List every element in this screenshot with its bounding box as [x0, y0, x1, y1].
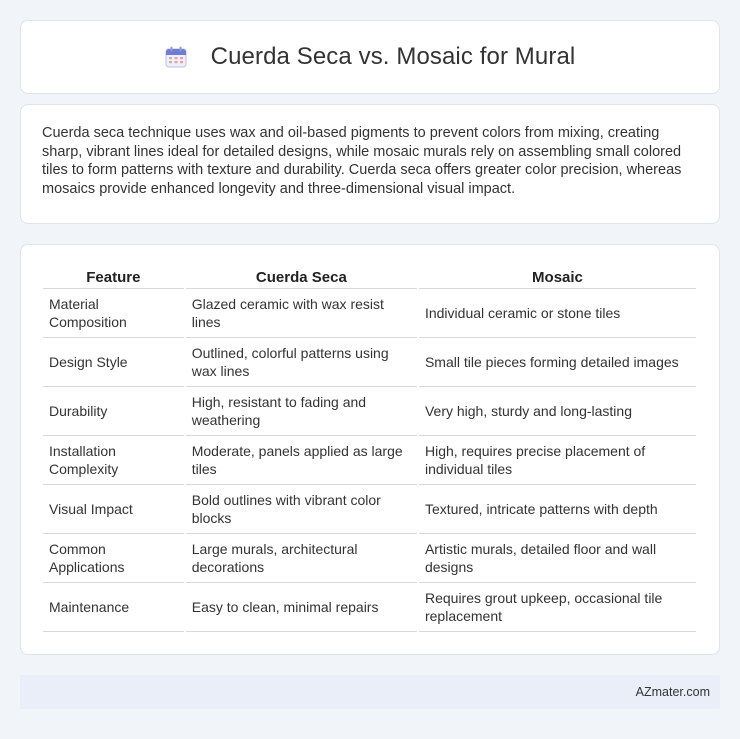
footer-brand[interactable]: AZmater.com — [635, 685, 710, 699]
comparison-table — [41, 265, 698, 632]
mosaic-cell: Artistic murals, detailed floor and wall designs — [419, 534, 696, 583]
cuerda-seca-cell: High, resistant to fading and weathering — [186, 387, 417, 436]
page-title: Cuerda Seca vs. Mosaic for Mural — [210, 43, 576, 70]
cuerda-seca-cell: Easy to clean, minimal repairs — [186, 583, 417, 632]
cuerda-seca-cell: Large murals, architectural decorations — [186, 534, 417, 583]
header-feature: Feature — [43, 265, 184, 289]
mosaic-cell: Requires grout upkeep, occasional tile replacement — [419, 583, 696, 632]
comparison-table-card — [20, 244, 720, 655]
header-cuerda-seca: Cuerda Seca — [186, 265, 417, 289]
cuerda-seca-cell: Bold outlines with vibrant color blocks — [186, 485, 417, 534]
mosaic-cell: Small tile pieces forming detailed images — [419, 338, 696, 387]
feature-cell: Material Composition — [43, 289, 184, 338]
table-row — [43, 387, 696, 436]
cuerda-seca-cell: Glazed ceramic with wax resist lines — [186, 289, 417, 338]
table-row — [43, 534, 696, 583]
cuerda-seca-cell: Moderate, panels applied as large tiles — [186, 436, 417, 485]
feature-cell: Visual Impact — [43, 485, 184, 534]
feature-cell: Common Applications — [43, 534, 184, 583]
mosaic-cell: Individual ceramic or stone tiles — [419, 289, 696, 338]
mosaic-cell: High, requires precise placement of individual tiles — [419, 436, 696, 485]
table-row — [43, 289, 696, 338]
header-mosaic: Mosaic — [419, 265, 696, 289]
summary-card — [20, 104, 720, 224]
table-row — [43, 436, 696, 485]
feature-cell: Installation Complexity — [43, 436, 184, 485]
mosaic-cell: Textured, intricate patterns with depth — [419, 485, 696, 534]
summary-text: Cuerda seca technique uses wax and oil-based pigments to prevent colors from mixing, creating sharp, vibrant lines ideal for detailed designs, while mosaic murals rely on assembling small colored tiles to form patterns with texture and durability. Cuerda seca offers greater color precision, whereas mosaics provide enhanced longevity and three-dimensional visual impact. — [42, 125, 682, 197]
feature-cell: Durability — [43, 387, 184, 436]
table-row — [43, 583, 696, 632]
mosaic-cell: Very high, sturdy and long-lasting — [419, 387, 696, 436]
title-wrap — [165, 43, 576, 71]
footer — [20, 675, 720, 709]
title-card — [20, 20, 720, 94]
calendar-icon — [165, 46, 187, 68]
table-row — [43, 485, 696, 534]
table-row — [43, 338, 696, 387]
table-header-row — [43, 265, 696, 289]
cuerda-seca-cell: Outlined, colorful patterns using wax lines — [186, 338, 417, 387]
feature-cell: Design Style — [43, 338, 184, 387]
feature-cell: Maintenance — [43, 583, 184, 632]
